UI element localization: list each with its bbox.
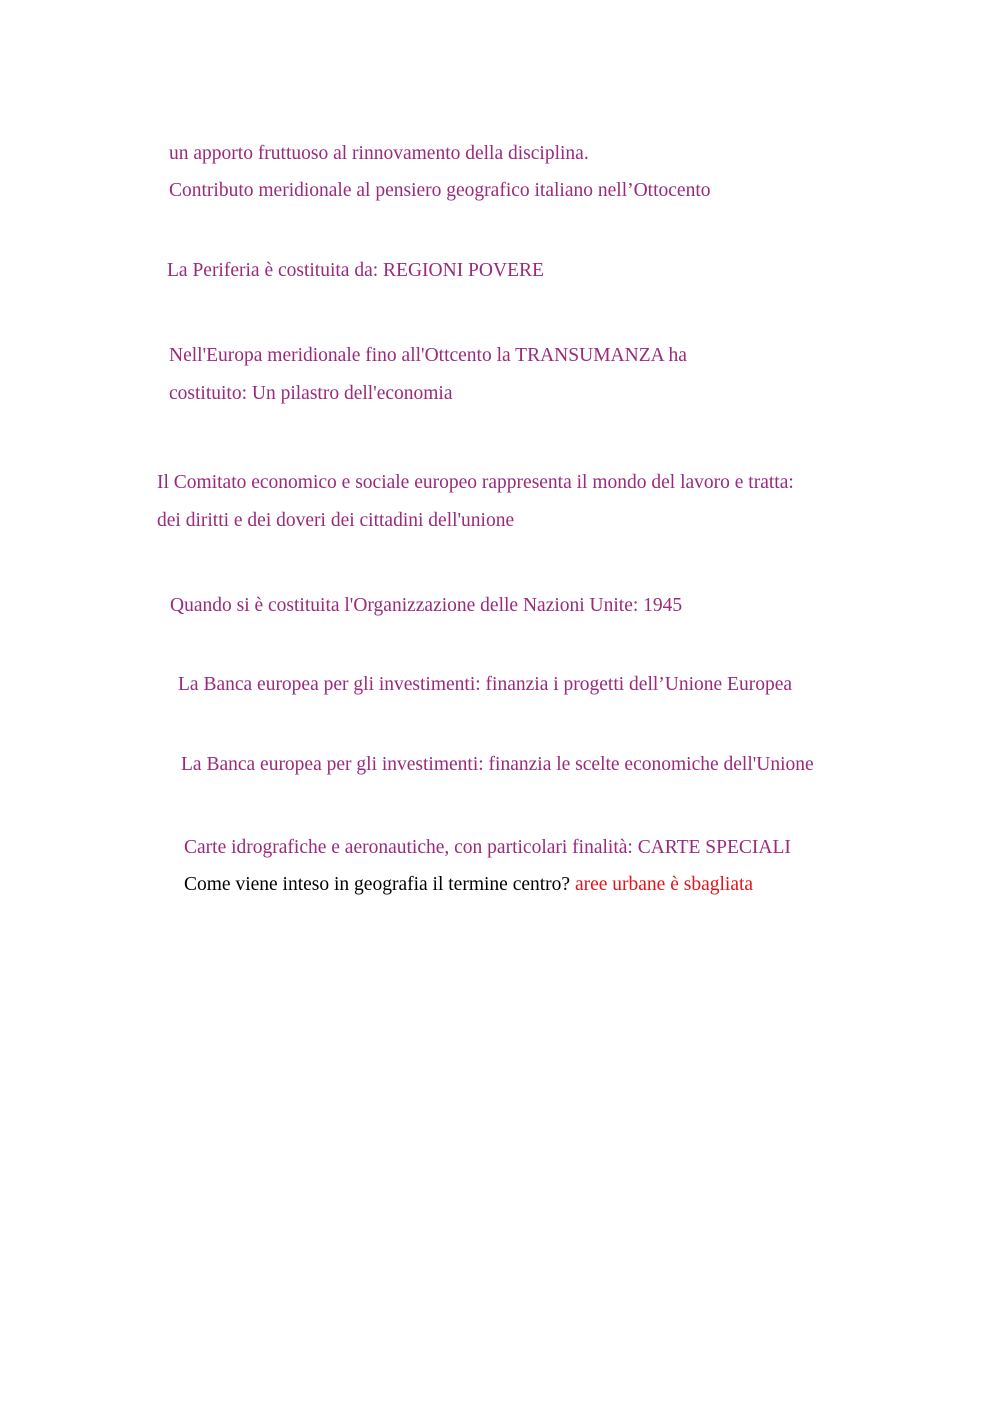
text-line-2: Contributo meridionale al pensiero geografico italiano nell’Ottocento xyxy=(169,180,711,201)
text-line-4: Nell'Europa meridionale fino all'Ottcento la TRANSUMANZA ha xyxy=(169,345,687,366)
text-line-5: costituito: Un pilastro dell'economia xyxy=(169,383,453,404)
text-line-9: La Banca europea per gli investimenti: finanzia i progetti dell’Unione Europea xyxy=(178,674,793,695)
text-line-6: Il Comitato economico e sociale europeo rappresenta il mondo del lavoro e tratta: xyxy=(157,472,794,493)
text-line-3: La Periferia è costituita da: REGIONI POVERE xyxy=(167,260,544,281)
text-line-1: un apporto fruttuoso al rinnovamento della disciplina. xyxy=(169,143,589,164)
text-line-10: La Banca europea per gli investimenti: finanzia le scelte economiche dell'Unione xyxy=(181,754,814,775)
text-line-7: dei diritti e dei doveri dei cittadini dell'unione xyxy=(157,510,515,531)
text-line-12 xyxy=(184,873,753,897)
text-line-11: Carte idrografiche e aeronautiche, con particolari finalità: CARTE SPECIALI xyxy=(184,837,791,858)
text-line-8: Quando si è costituita l'Organizzazione delle Nazioni Unite: 1945 xyxy=(170,595,683,616)
wrong-answer-text: aree urbane è sbagliata xyxy=(574,874,754,895)
question-text: Come viene inteso in geografia il termine centro? xyxy=(184,874,571,895)
